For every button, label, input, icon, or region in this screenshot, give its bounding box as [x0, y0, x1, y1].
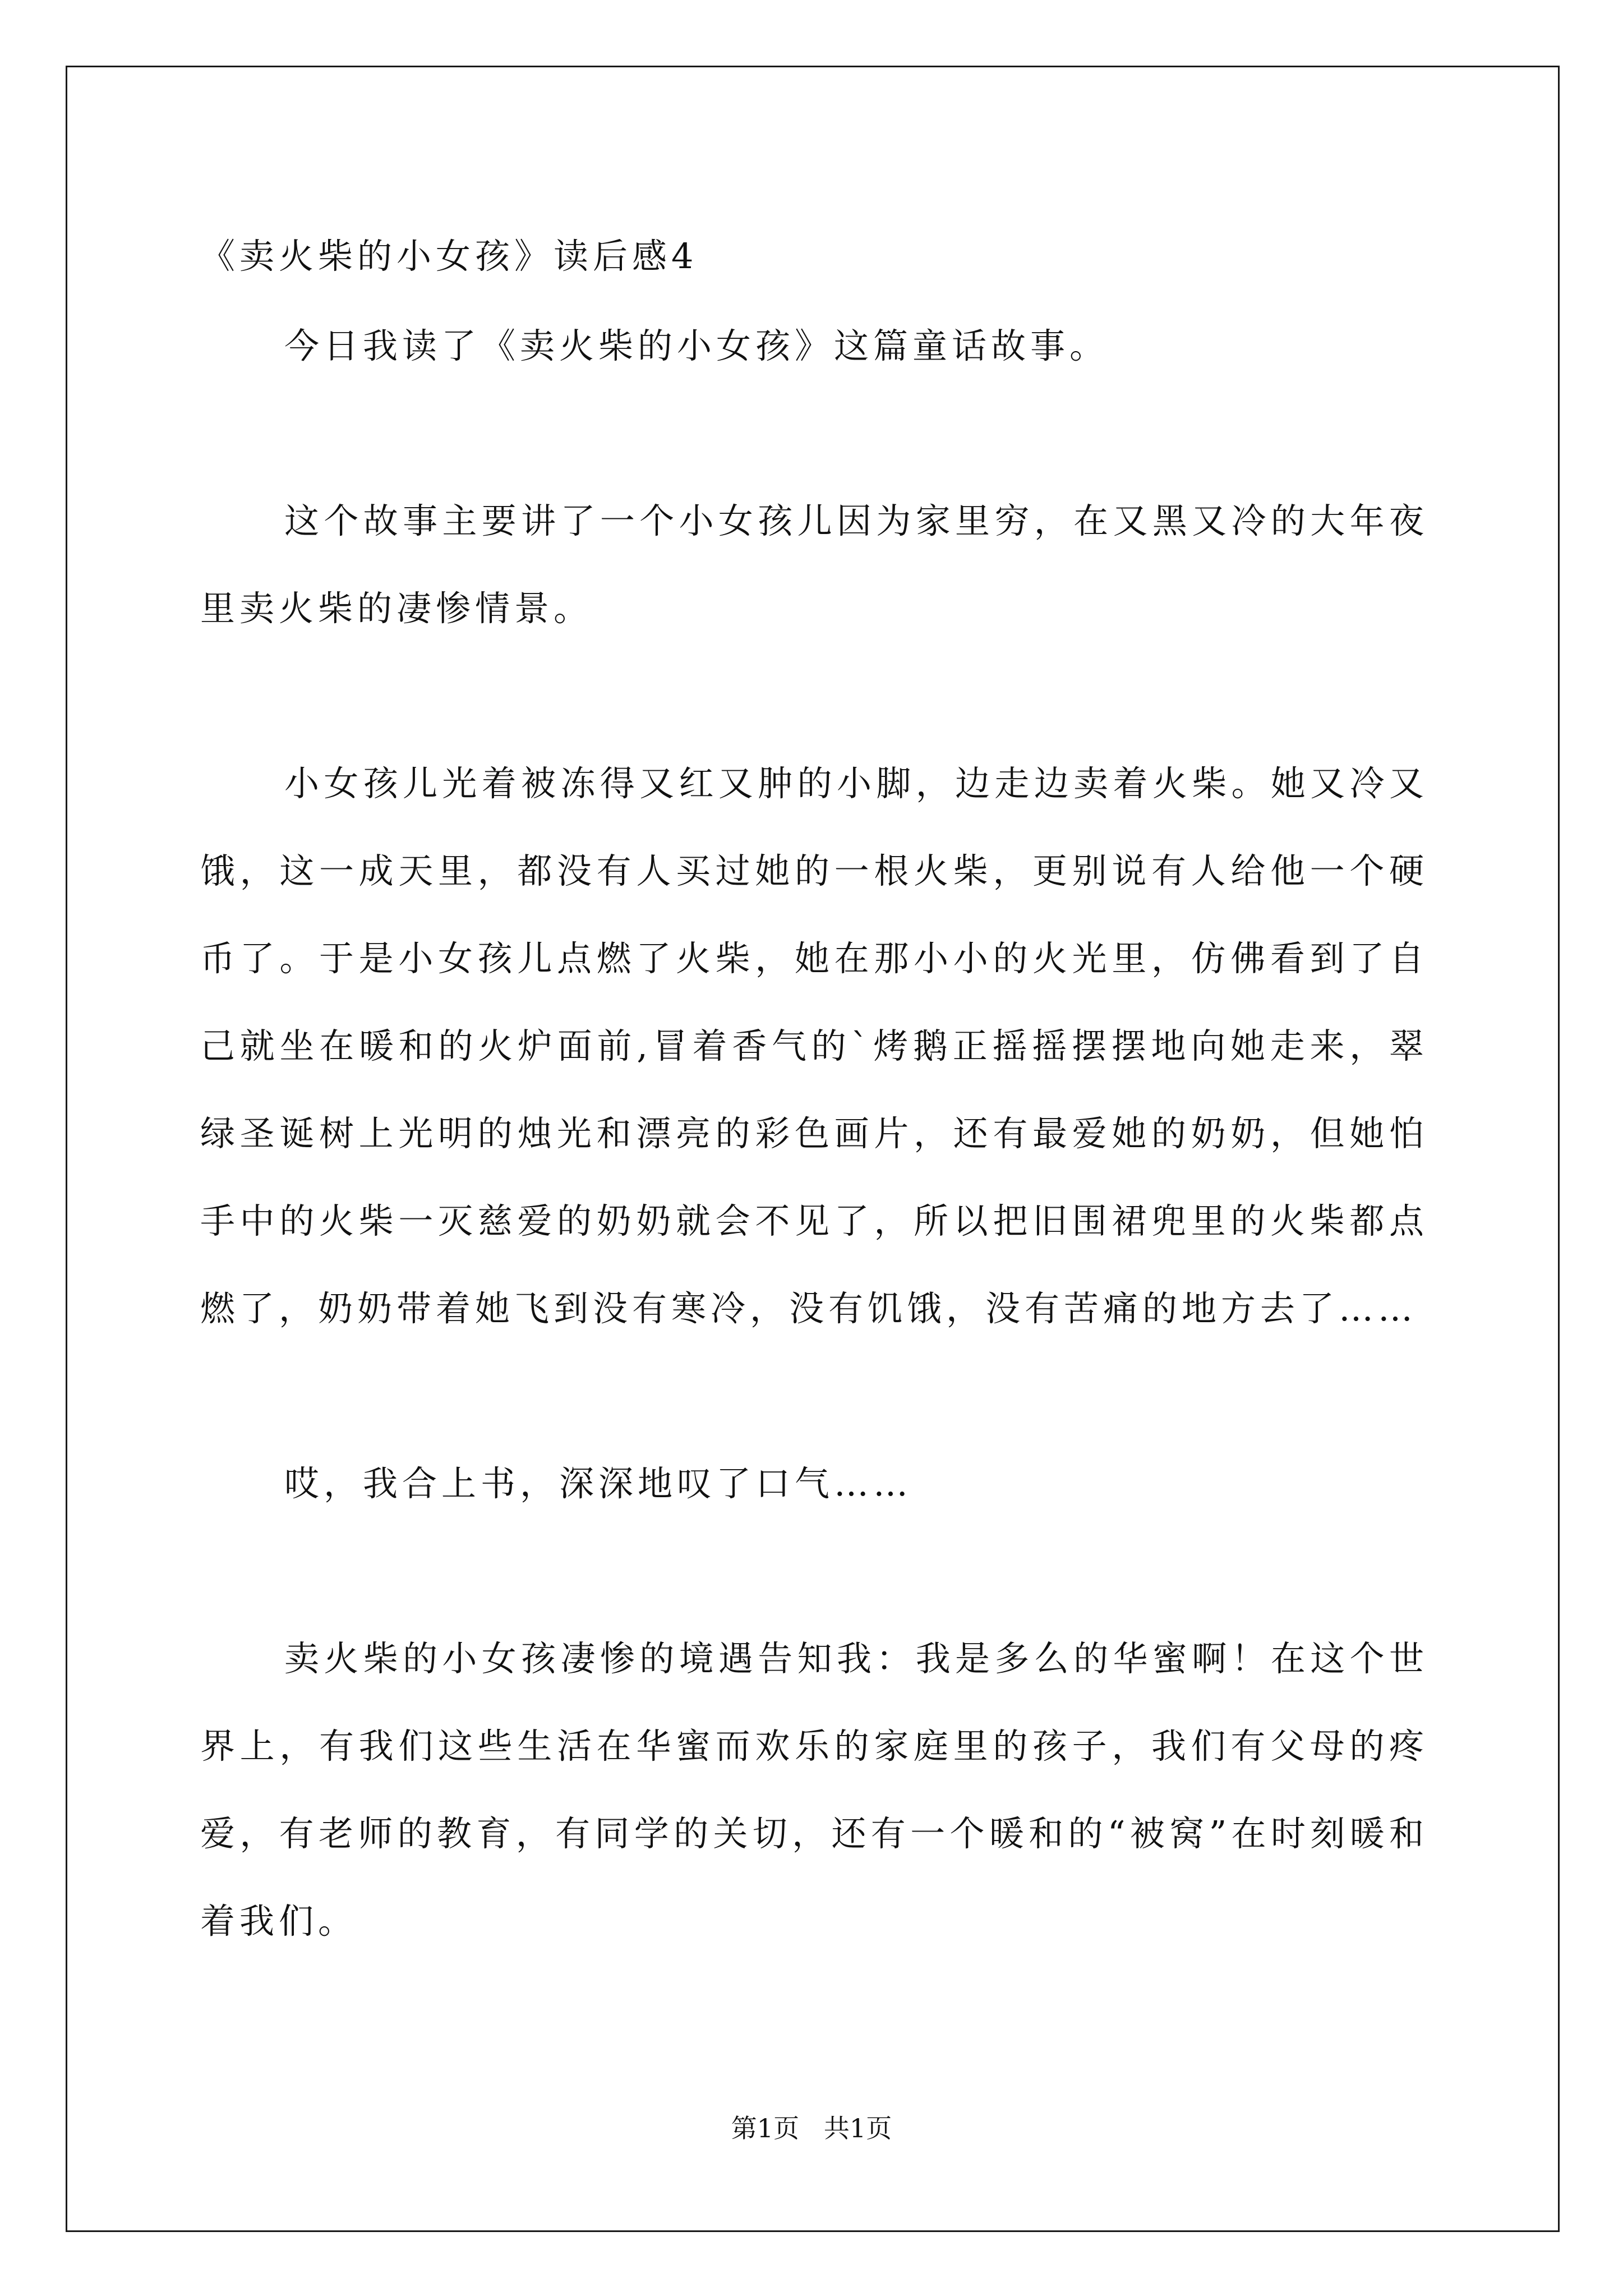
- document-title: 《卖火柴的小女孩》读后感4: [200, 236, 698, 277]
- paragraph-2: 这个故事主要讲了一个小女孩儿因为家里穷，在又黑又冷的大年夜里卖火柴的凄惨情景。: [200, 500, 1428, 629]
- document-body: [200, 215, 1428, 1965]
- paragraph-3: 小女孩儿光着被冻得又红又肿的小脚，边走边卖着火柴。她又冷又饿，这一成天里，都没有人买过她的一根火柴，更别说有人给他一个硬币了。于是小女孩儿点燃了火柴，她在那小小的火光里，仿佛看到了自己就坐在暖和的火炉面前,冒着香气的`烤鹅正摇摇摆摆地向她走来，翠绿圣诞树上光明的烛光和漂亮的彩色画片，还有最爱她的奶奶，但她怕手中的火柴一灭慈爱的奶奶就会不见了，所以把旧围裙兜里的火柴都点燃了，奶奶带着她飞到没有寒冷，没有饥饿，没有苦痛的地方去了……: [200, 763, 1428, 1329]
- paragraph-4: 哎，我合上书，深深地叹了口气……: [284, 1463, 913, 1504]
- paragraph-1: 今日我读了《卖火柴的小女孩》这篇童话故事。: [284, 325, 1109, 366]
- page-footer: 第1页 共1页: [731, 2113, 892, 2143]
- paragraph-5: 卖火柴的小女孩凄惨的境遇告知我：我是多么的华蜜啊！在这个世界上，有我们这些生活在华蜜而欢乐的家庭里的孩子，我们有父母的疼爱，有老师的教育，有同学的关切，还有一个暖和的“被窝”在时刻暖和着我们。: [200, 1638, 1428, 1941]
